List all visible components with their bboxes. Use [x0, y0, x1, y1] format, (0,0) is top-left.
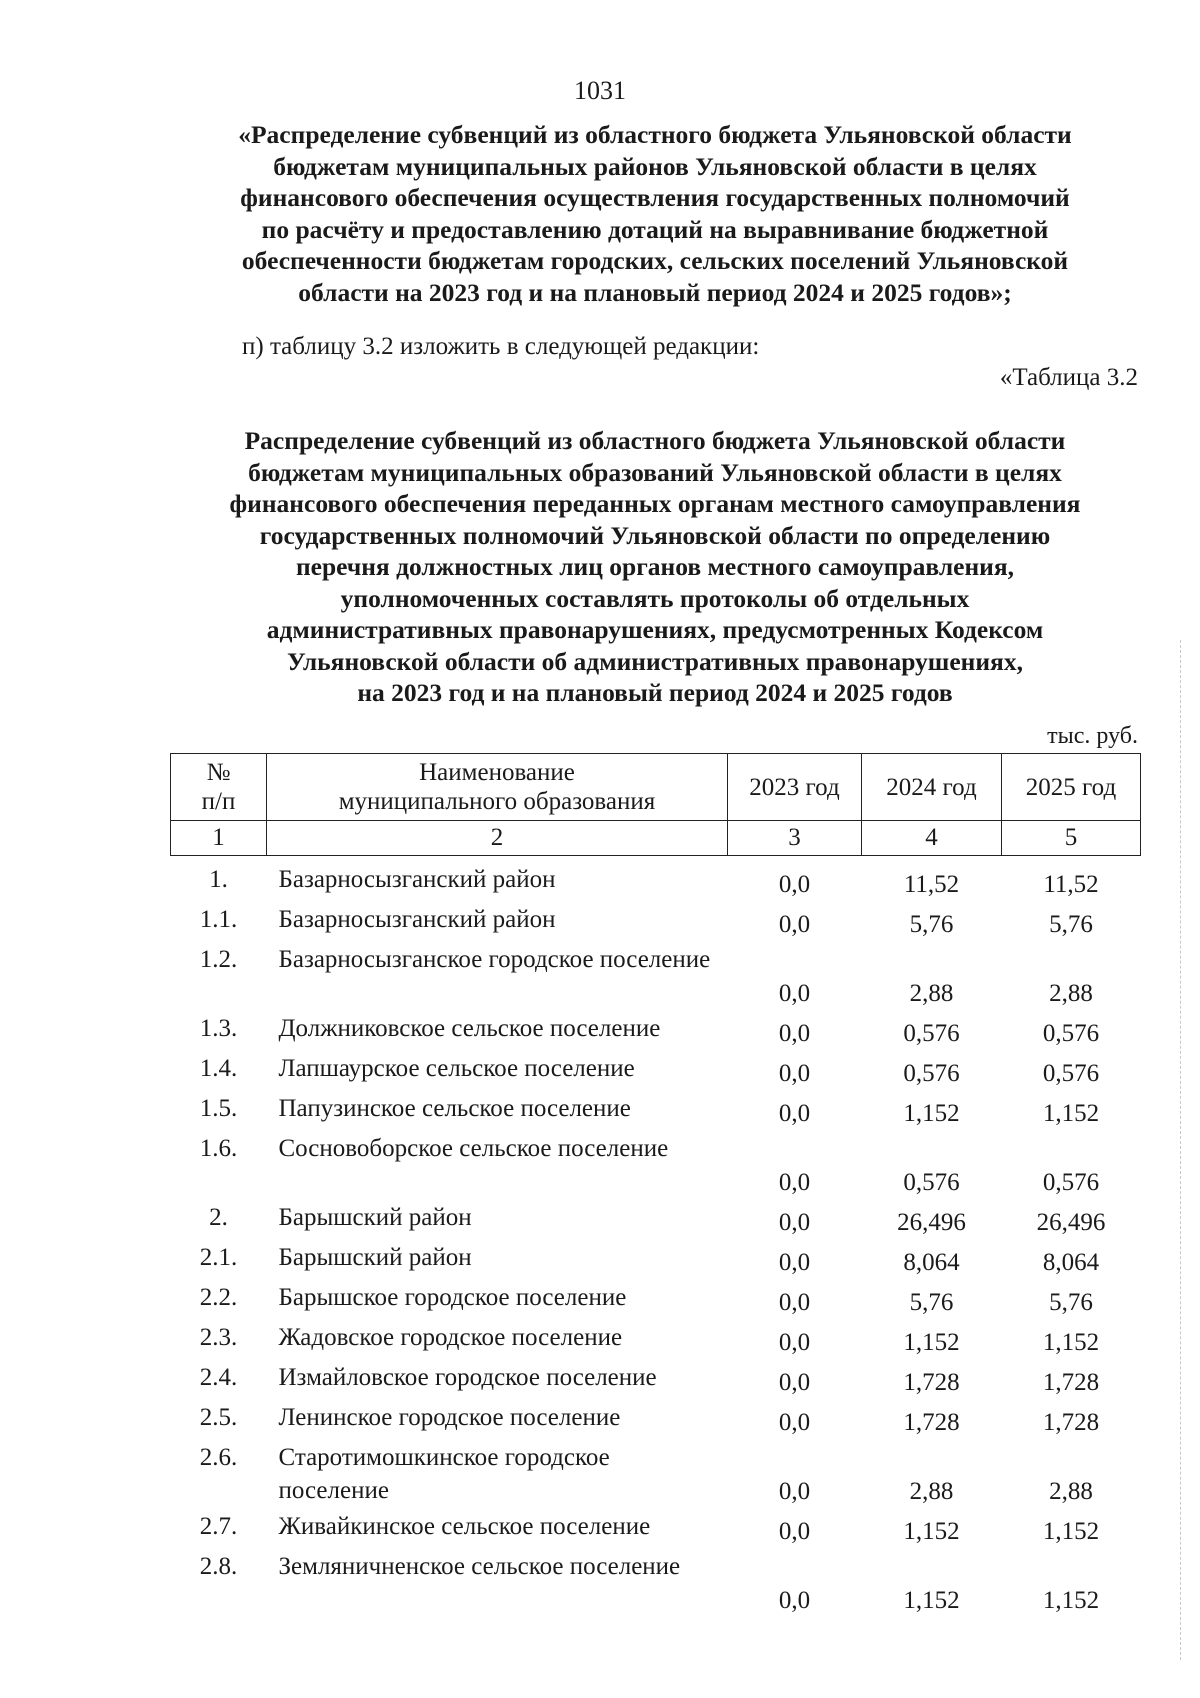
value-2025: 1,152	[1042, 1328, 1100, 1356]
value-2024: 0,576	[903, 1168, 960, 1196]
value-2024: 5,76	[909, 910, 954, 938]
value-2025: 1,152	[1042, 1586, 1100, 1614]
table-row	[171, 1399, 1141, 1439]
value-2025: 5,76	[1049, 910, 1093, 938]
row-number: 2.4.	[199, 1364, 238, 1391]
municipality-name: Барышский район	[278, 1204, 472, 1231]
table-row	[171, 1508, 1141, 1548]
value-2024: 5,76	[909, 1288, 954, 1316]
value-2024: 1,728	[903, 1368, 960, 1396]
table-row	[171, 1199, 1141, 1239]
table-row	[171, 1090, 1141, 1130]
value-2023: 0,0	[778, 1059, 811, 1087]
table-row	[171, 856, 1141, 902]
row-number: 2.1.	[199, 1244, 238, 1271]
table-row	[171, 901, 1141, 941]
value-2024: 1,152	[903, 1517, 960, 1545]
value-2025: 1,152	[1042, 1517, 1100, 1545]
column-number-row	[171, 821, 1141, 856]
value-2024: 1,152	[903, 1586, 960, 1614]
header-number-line2: п/п	[201, 788, 236, 815]
table-title-line: государственных полномочий Ульяновской области по определению	[259, 520, 1051, 550]
row-number: 1.	[209, 866, 228, 893]
municipality-name: Сосновоборское сельское поселение	[278, 1135, 669, 1162]
table-title-line: Распределение субвенций из областного бюджета Ульяновской области	[244, 426, 1066, 455]
table-title-line: уполномоченных составлять протоколы об отдельных	[340, 583, 970, 613]
row-number: 2.2.	[199, 1284, 238, 1311]
table-row	[171, 1279, 1141, 1319]
row-number: 2.6.	[199, 1444, 238, 1471]
value-2025: 26,496	[1036, 1208, 1106, 1236]
value-2024: 2,88	[909, 979, 954, 1007]
row-number: 1.1.	[199, 906, 238, 933]
value-2024: 8,064	[903, 1248, 960, 1276]
header-name-line1: Наименование	[419, 759, 575, 786]
value-2023: 0,0	[778, 1328, 811, 1356]
row-number: 2.3.	[199, 1324, 238, 1351]
row-number: 1.2.	[199, 946, 238, 973]
table-title-line: бюджетам муниципальных образований Ульяновской области в целях	[248, 457, 1062, 487]
value-2024: 0,576	[903, 1019, 960, 1047]
previous-table-title	[170, 119, 1140, 308]
municipality-name: Старотимошкинское городское поселение	[278, 1444, 610, 1504]
table-body	[171, 856, 1141, 1618]
value-2025: 1,728	[1042, 1408, 1100, 1436]
row-number: 2.	[209, 1204, 228, 1231]
value-2024: 1,152	[903, 1328, 960, 1356]
scan-edge-line	[1180, 640, 1181, 1660]
column-number: 1	[171, 821, 267, 856]
municipality-name: Лапшаурское сельское поселение	[278, 1055, 635, 1082]
value-2025: 11,52	[1043, 870, 1099, 898]
value-2023: 0,0	[778, 910, 811, 938]
table-title-line: административных правонарушениях, предусмотренных Кодексом	[266, 615, 1044, 644]
column-number: 4	[862, 821, 1002, 856]
municipality-name: Измайловское городское поселение	[278, 1364, 657, 1391]
row-number: 1.5.	[199, 1095, 238, 1122]
municipality-name: Ленинское городское поселение	[278, 1404, 621, 1431]
value-2023: 0,0	[778, 1517, 811, 1545]
table-row	[171, 1010, 1141, 1050]
column-number: 5	[1002, 821, 1141, 856]
value-2024: 0,576	[903, 1059, 960, 1087]
municipality-name: Базарносызганское городское поселение	[278, 946, 711, 973]
previous-title-line: обеспеченности бюджетам городских, сельских поселений Ульяновской	[241, 246, 1069, 275]
value-2025: 2,88	[1049, 979, 1093, 1007]
table-label: «Таблица 3.2	[999, 364, 1138, 391]
header-name-line2: муниципального образования	[338, 788, 656, 815]
value-2023: 0,0	[778, 1248, 811, 1276]
table-row	[171, 1439, 1141, 1508]
table-row	[171, 1319, 1141, 1359]
value-2025: 1,152	[1042, 1099, 1100, 1127]
header-2023: 2023 год	[728, 754, 862, 821]
previous-title-line: области на 2023 год и на плановый период 2024 и 2025 годов»;	[298, 277, 1012, 307]
value-2023: 0,0	[778, 1099, 811, 1127]
value-2024: 11,52	[903, 870, 960, 898]
municipality-name: Земляничненское сельское поселение	[278, 1553, 681, 1580]
value-2023: 0,0	[778, 1586, 811, 1614]
value-2023: 0,0	[778, 979, 811, 1007]
value-2025: 0,576	[1042, 1019, 1100, 1047]
table-title-line: на 2023 год и на плановый период 2024 и 2025 годов	[357, 678, 953, 707]
municipality-name: Жадовское городское поселение	[278, 1324, 623, 1351]
municipality-name: Живайкинское сельское поселение	[278, 1513, 651, 1540]
column-number: 3	[728, 821, 862, 856]
table-row	[171, 1130, 1141, 1199]
row-number: 2.5.	[199, 1404, 238, 1431]
value-2025: 1,728	[1042, 1368, 1100, 1396]
value-2024: 1,728	[903, 1408, 960, 1436]
previous-title-line: по расчёту и предоставлению дотаций на выравнивание бюджетной	[261, 214, 1049, 244]
row-number: 1.6.	[199, 1135, 238, 1162]
subvention-table	[170, 753, 1141, 1617]
value-2025: 0,576	[1042, 1168, 1100, 1196]
value-2025: 5,76	[1049, 1288, 1093, 1316]
column-number: 2	[267, 821, 728, 856]
table-row	[171, 1050, 1141, 1090]
value-2023: 0,0	[778, 1208, 811, 1236]
row-number: 2.7.	[199, 1513, 238, 1540]
table-header	[171, 754, 1141, 856]
municipality-name: Базарносызганский район	[278, 906, 556, 933]
previous-title-line: «Распределение субвенций из областного бюджета Ульяновской области	[238, 120, 1072, 149]
row-number: 1.4.	[199, 1055, 238, 1082]
value-2025: 8,064	[1042, 1248, 1100, 1276]
table-title-line: финансового обеспечения переданных органам местного самоуправления	[229, 489, 1081, 518]
row-number: 2.8.	[199, 1553, 238, 1580]
value-2023: 0,0	[778, 1168, 811, 1196]
table-row	[171, 941, 1141, 1010]
value-2024: 1,152	[903, 1099, 960, 1127]
header-number	[171, 754, 267, 821]
value-2024: 2,88	[909, 1477, 954, 1505]
header-name	[267, 754, 728, 821]
header-number-line1: №	[206, 759, 231, 786]
header-row	[171, 754, 1141, 821]
table-row	[171, 1548, 1141, 1617]
municipality-name: Барышское городское поселение	[278, 1284, 627, 1311]
value-2023: 0,0	[778, 1019, 811, 1047]
value-2025: 2,88	[1049, 1477, 1093, 1505]
value-2023: 0,0	[778, 1288, 811, 1316]
table-title	[170, 425, 1140, 709]
table-row	[171, 1359, 1141, 1399]
units-label: тыс. руб.	[1047, 723, 1138, 749]
municipality-name: Должниковское сельское поселение	[278, 1015, 661, 1042]
value-2023: 0,0	[778, 870, 811, 898]
row-number: 1.3.	[199, 1015, 238, 1042]
header-2024: 2024 год	[862, 754, 1002, 821]
municipality-name: Папузинское сельское поселение	[278, 1095, 631, 1122]
value-2023: 0,0	[778, 1477, 811, 1505]
value-2023: 0,0	[778, 1408, 811, 1436]
previous-title-line: бюджетам муниципальных районов Ульяновской области в целях	[273, 151, 1037, 181]
table-title-line: перечня должностных лиц органов местного самоуправления,	[295, 552, 1015, 581]
table-title-line: Ульяновской области об административных правонарушениях,	[287, 646, 1023, 676]
previous-title-line: финансового обеспечения осуществления государственных полномочий	[240, 183, 1070, 212]
header-2025: 2025 год	[1002, 754, 1141, 821]
value-2025: 0,576	[1042, 1059, 1100, 1087]
value-2024: 26,496	[897, 1208, 966, 1236]
value-2023: 0,0	[778, 1368, 811, 1396]
table-row	[171, 1239, 1141, 1279]
amendment-instruction: п) таблицу 3.2 изложить в следующей редакции:	[242, 333, 760, 360]
municipality-name: Барышский район	[278, 1244, 472, 1271]
municipality-name: Базарносызганский район	[278, 866, 556, 893]
page-number: 1031	[574, 76, 626, 105]
